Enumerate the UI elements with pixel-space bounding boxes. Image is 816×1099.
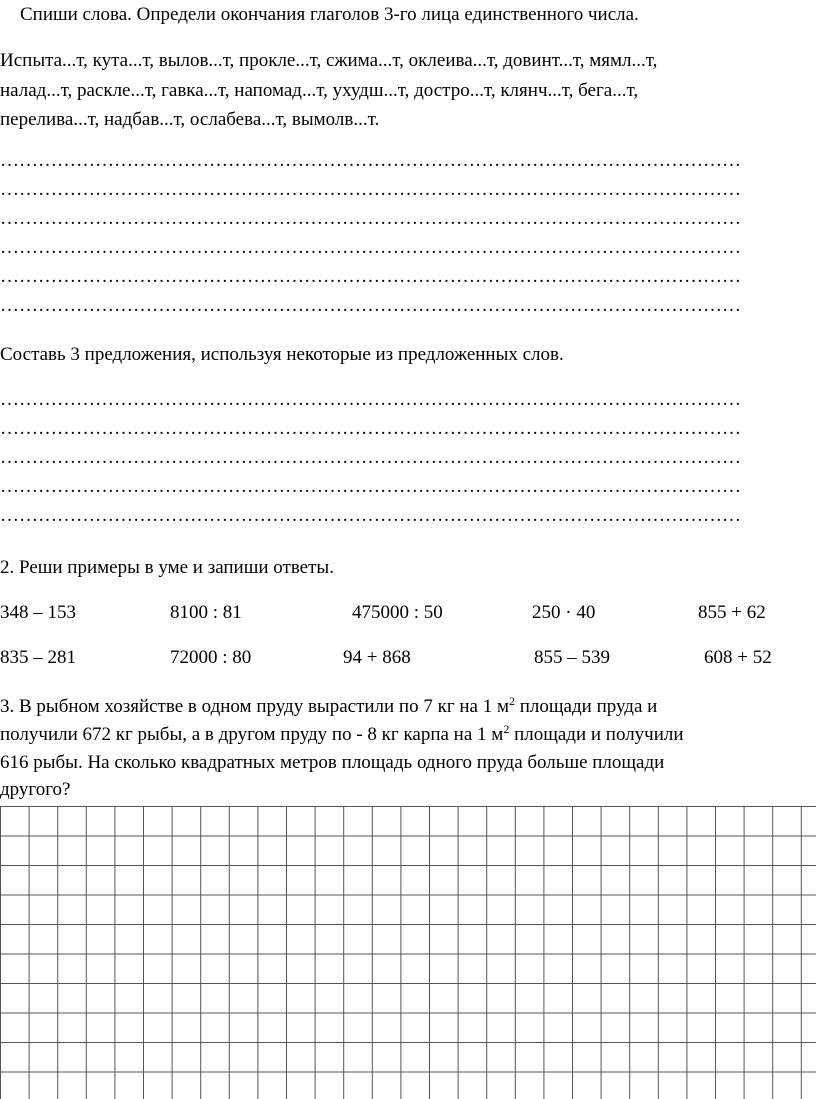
- superscript-2: 2: [509, 694, 516, 708]
- sentence-line-1[interactable]: ………………………………………………………………………………………………………: [0, 389, 741, 410]
- answer-line-4[interactable]: ………………………………………………………………………………………………………: [0, 237, 741, 258]
- superscript-2: 2: [503, 722, 510, 736]
- task3-line-2: получили 672 кг рыбы, а в другом пруду по - 8 кг карпа на 1 $м^2$ площади и получили: [0, 722, 684, 745]
- answer-line-5[interactable]: ………………………………………………………………………………………………………: [0, 266, 741, 287]
- words-line-3: перелива...т, надбав...т, ослабева...т, вымолв...т.: [0, 109, 380, 130]
- sentence-line-4[interactable]: ………………………………………………………………………………………………………: [0, 476, 741, 497]
- example-r1-c5: 855 + 62: [698, 602, 766, 623]
- example-r1-c1: 348 – 153: [0, 602, 76, 623]
- task2-instruction: 2. Реши примеры в уме и запиши ответы.: [0, 557, 334, 578]
- sentence-line-5[interactable]: ………………………………………………………………………………………………………: [0, 505, 741, 526]
- answer-line-2[interactable]: ………………………………………………………………………………………………………: [0, 179, 741, 200]
- example-r1-c4: 250 · 40: [532, 602, 596, 623]
- example-r2-c2: 72000 : 80: [170, 647, 252, 668]
- example-r2-c3: 94 + 868: [343, 647, 411, 668]
- example-r2-c4: 855 – 539: [534, 647, 610, 668]
- answer-line-6[interactable]: ………………………………………………………………………………………………………: [0, 295, 741, 316]
- grid-answer-area[interactable]: [0, 806, 816, 1099]
- task3-line-4: другого?: [0, 779, 71, 800]
- task3-line-3: 616 рыбы. На сколько квадратных метров площадь одного пруда больше площади: [0, 752, 665, 773]
- answer-line-3[interactable]: ………………………………………………………………………………………………………: [0, 208, 741, 229]
- words-line-1: Испыта...т, кута...т, вылов...т, прокле...т, сжима...т, оклеива...т, довинт...т, мямл...т,: [0, 50, 658, 71]
- example-r1-c2: 8100 : 81: [170, 602, 242, 623]
- example-r2-c5: 608 + 52: [704, 647, 772, 668]
- words-line-2: налад...т, раскле...т, гавка...т, напомад...т, ухудш...т, достро...т, клянч...т, бега...т,: [0, 80, 639, 101]
- task1-instruction: Спиши слова. Определи окончания глаголов 3-го лица единственного числа.: [20, 4, 639, 25]
- task3-line-1: 3. В рыбном хозяйстве в одном пруду вырастили по 7 кг на 1 $м^2$ площади пруда и: [0, 694, 658, 717]
- sentence-line-2[interactable]: ………………………………………………………………………………………………………: [0, 418, 741, 439]
- sentence-line-3[interactable]: ………………………………………………………………………………………………………: [0, 447, 741, 468]
- example-r1-c3: 475000 : 50: [352, 602, 443, 623]
- task1b-instruction: Составь 3 предложения, используя некоторые из предложенных слов.: [0, 344, 564, 365]
- answer-line-1[interactable]: ………………………………………………………………………………………………………: [0, 150, 741, 171]
- example-r2-c1: 835 – 281: [0, 647, 76, 668]
